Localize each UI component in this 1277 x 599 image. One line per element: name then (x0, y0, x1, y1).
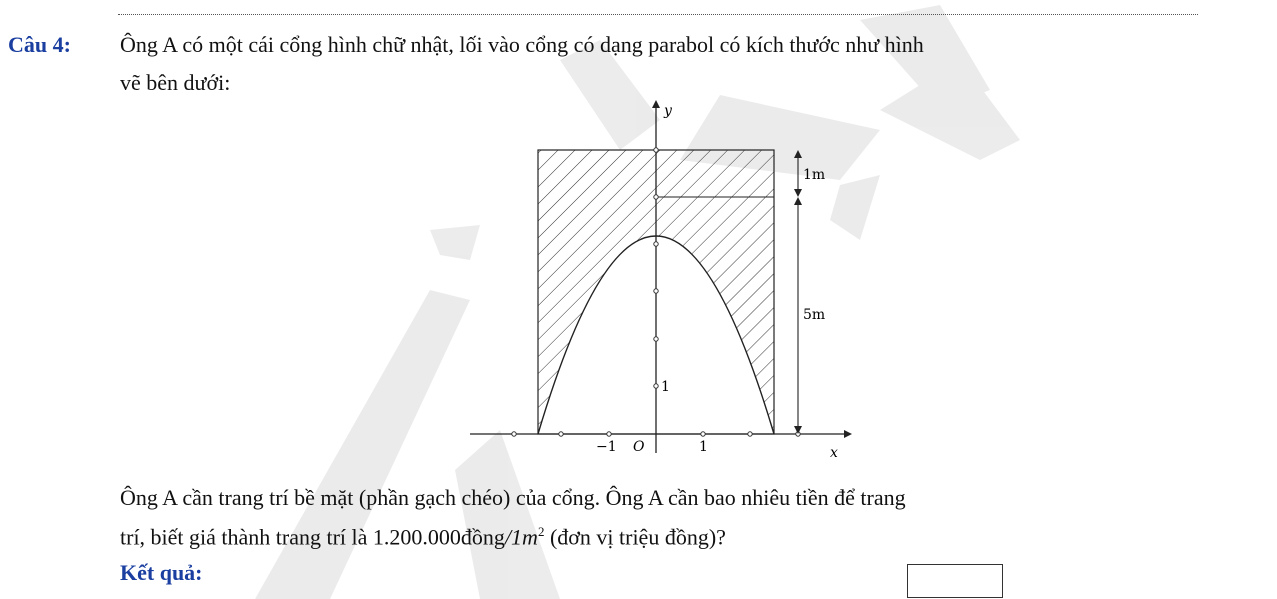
x-tick (748, 432, 752, 436)
result-label: Kết quả: (120, 560, 203, 585)
question-number: Câu 4: (8, 32, 71, 57)
dimension-label-1m: 1m (803, 167, 826, 183)
dimension-arrow (794, 426, 802, 434)
unit-note-text: (đơn vị triệu đồng)? (544, 524, 726, 550)
y-tick (654, 195, 658, 199)
question-text-line-3: Ông A cần trang trí bề mặt (phần gạch chéo) của cổng. Ông A cần bao nhiêu tiền để trang (120, 485, 906, 510)
origin-label: O (633, 439, 645, 455)
y-axis-arrow (652, 100, 660, 108)
unit-exponent: 2 (537, 524, 545, 539)
y-tick (654, 337, 658, 341)
answer-input-box[interactable] (907, 564, 1003, 598)
y-tick (654, 148, 658, 152)
question-text-line-1: Ông A có một cái cổng hình chữ nhật, lối vào cổng có dạng parabol có kích thước như hình (120, 32, 924, 57)
dimension-arrow (794, 150, 802, 158)
dimension-arrow (794, 189, 802, 197)
dimension-label-5m: 5m (803, 307, 826, 323)
price-text: trí, biết giá thành trang trí là 1.200.000đồng (120, 524, 505, 550)
unit-text: /1m (504, 524, 538, 550)
watermark-stroke (880, 60, 1020, 160)
x-tick (512, 432, 516, 436)
x-tick (559, 432, 563, 436)
separator-dotted-line (118, 14, 1198, 15)
tick-label-y1: 1 (661, 379, 670, 395)
watermark-stroke (255, 290, 470, 599)
tick-label-x1: 1 (699, 439, 708, 455)
y-tick (654, 242, 658, 246)
x-axis-label: x (830, 445, 838, 461)
x-tick (607, 432, 611, 436)
tick-label-neg1: −1 (596, 439, 617, 455)
gate-parabola-figure (460, 95, 860, 475)
x-tick (701, 432, 705, 436)
x-axis-arrow (844, 430, 852, 438)
y-tick (654, 289, 658, 293)
question-text-line-2: vẽ bên dưới: (120, 70, 231, 95)
question-text-line-4 (120, 524, 726, 550)
y-axis-label: y (664, 103, 672, 119)
dimension-arrow (794, 197, 802, 205)
y-tick (654, 384, 658, 388)
